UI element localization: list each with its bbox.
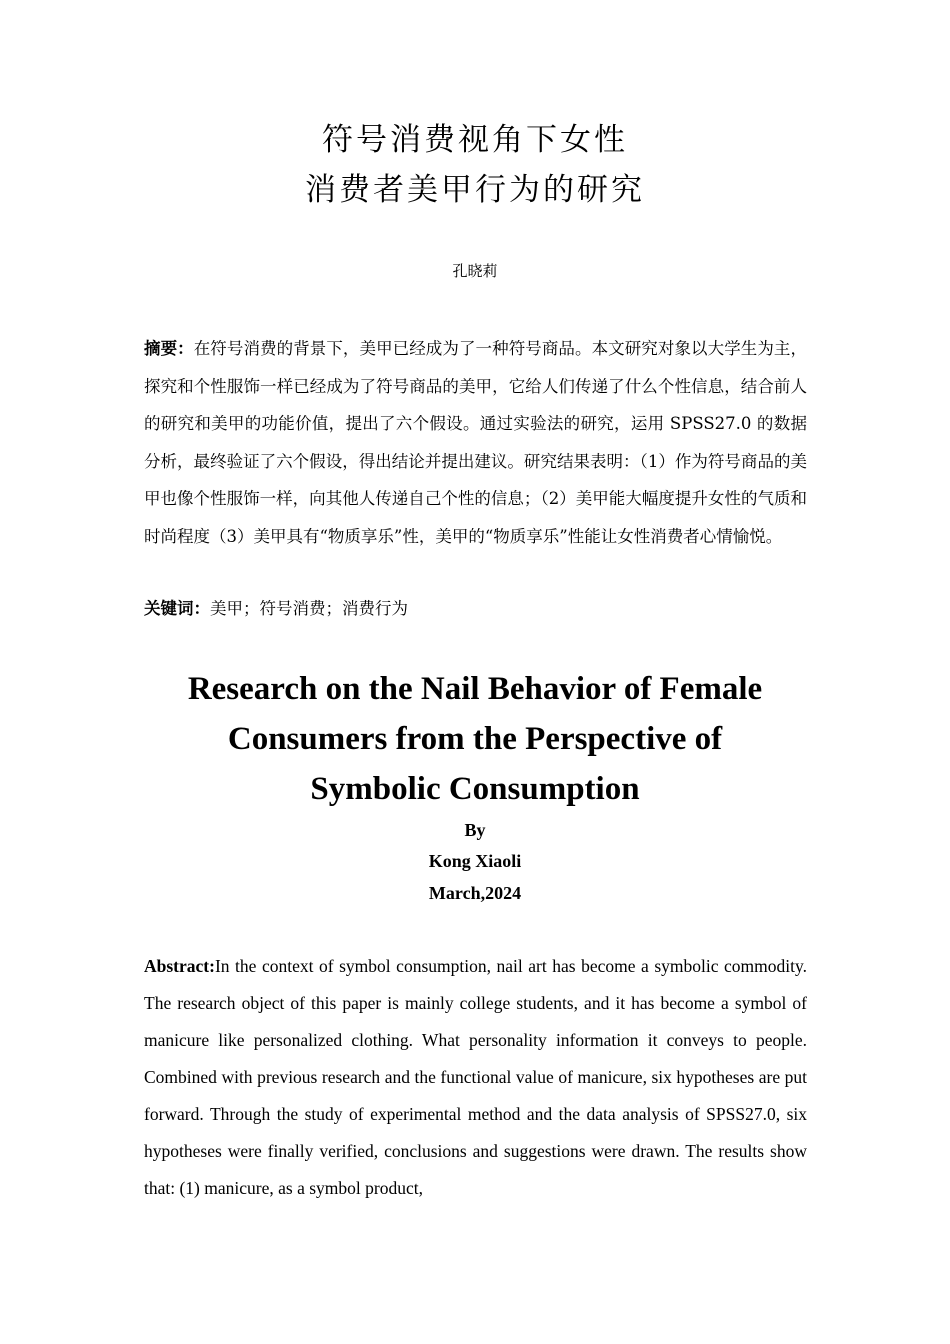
english-abstract: [144, 948, 807, 1207]
chinese-keywords: [144, 590, 807, 628]
chinese-keywords-label: 关键词：: [144, 599, 210, 618]
chinese-abstract-label: 摘要：: [144, 339, 194, 358]
english-by-line: By: [464, 820, 486, 840]
chinese-abstract-text: 在符号消费的背景下，美甲已经成为了一种符号商品。本文研究对象以大学生为主，探究和个性服饰一样已经成为了符号商品的美甲，它给人们传递了什么个性信息，结合前人的研究和美甲的功能价值，提出了六个假设。通过实验法的研究，运用 SPSS27.0 的数据分析，最终验证了六个假设，得出结论并提出建议。研究结果表明：（1）作为符号商品的美甲也像个性服饰一样，向其他人传递自己个性的信息；（2）美甲能大幅度提升女性的气质和时尚程度（3）美甲具有“物质享乐”性，美甲的“物质享乐”性能让女性消费者心情愉悦。: [144, 339, 808, 546]
english-title: [0, 664, 950, 814]
chinese-abstract: [144, 330, 807, 555]
english-title-line-3: Symbolic Consumption: [310, 771, 640, 807]
english-abstract-label: Abstract:: [144, 956, 215, 976]
chinese-author: 孔晓莉: [452, 262, 498, 280]
chinese-title-line-1: 符号消费视角下女性: [322, 122, 628, 158]
chinese-title-line-2: 消费者美甲行为的研究: [305, 172, 645, 208]
english-title-line-2: Consumers from the Perspective of: [227, 721, 723, 757]
english-author: Kong Xiaoli: [428, 851, 522, 871]
english-title-line-1: Research on the Nail Behavior of Female: [187, 671, 763, 707]
english-date: March,2024: [428, 883, 522, 903]
chinese-keywords-text: 美甲；符号消费；消费行为: [210, 599, 408, 618]
english-abstract-text: In the context of symbol consumption, nail art has become a symbolic commodity. The research object of this paper is mainly college students, and it has become a symbol of manicure like personalized clothing. What personality information it conveys to people. Combined with previous research and the functional value of manicure, six hypotheses are put forward. Through the study of experimental method and the data analysis of SPSS27.0, six hypotheses were finally verified, conclusions and suggestions were drawn. The results show that: (1) manicure, as a symbol product,: [144, 956, 807, 1198]
